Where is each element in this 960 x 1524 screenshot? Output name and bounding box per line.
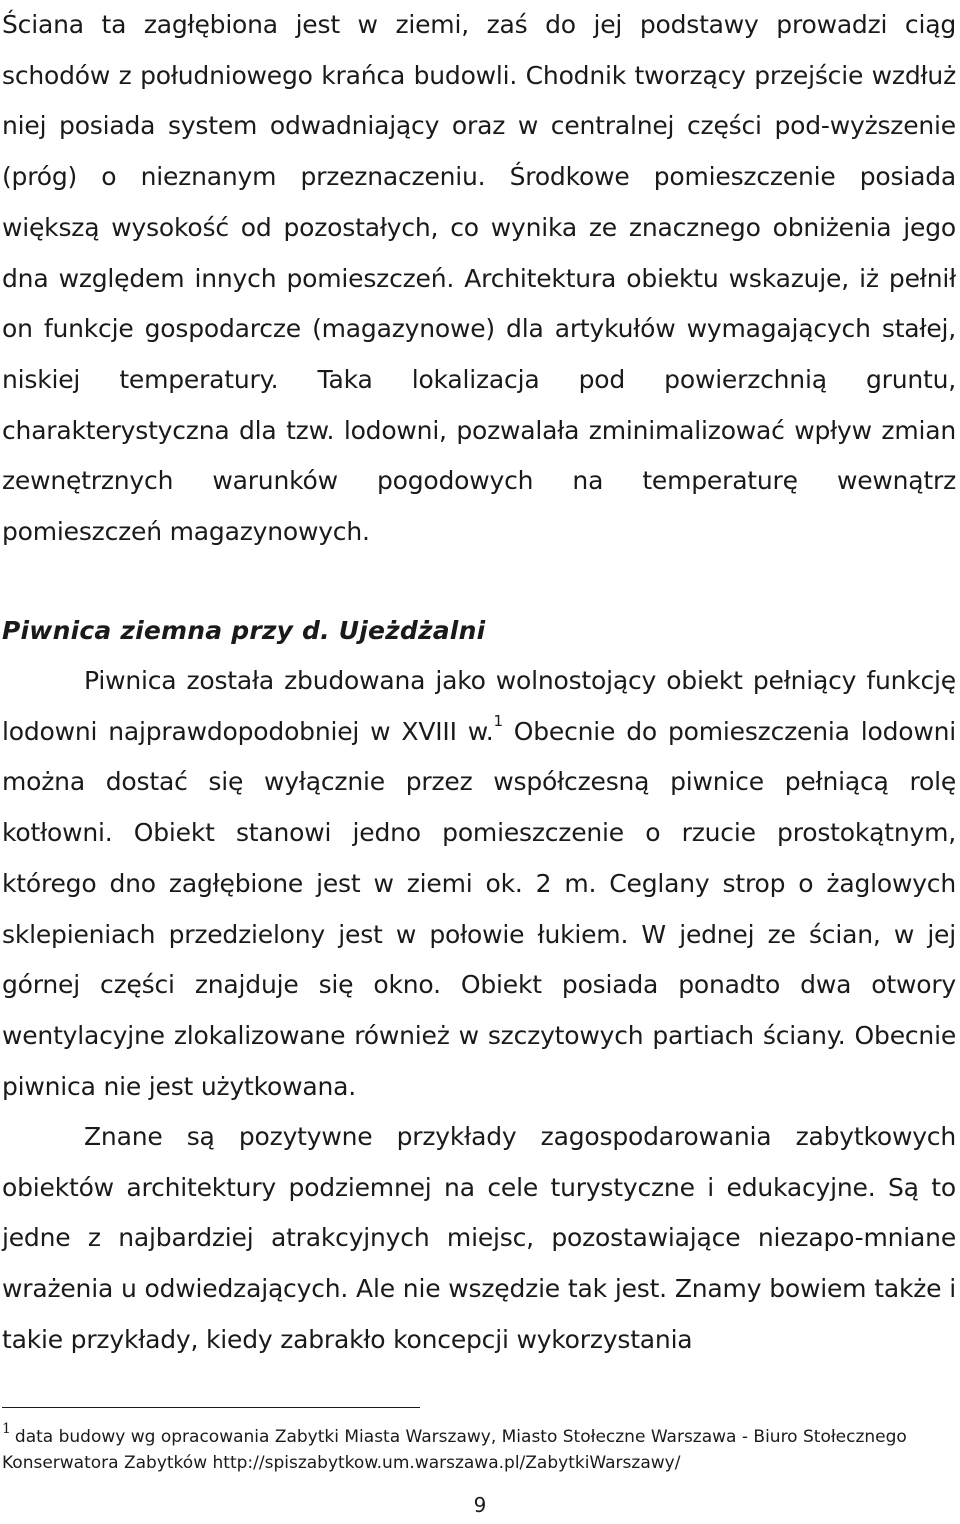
paragraph-cellar-text-end: Obecnie do pomieszczenia lodowni można dostać się wyłącznie przez współczesną piwnice pełniącą rolę kotłowni. Obiekt stanowi jedno pomieszczenie o rzucie prostokątnym, którego dno zagłębione jest w ziemi ok. 2 m. Ceglany strop o żaglowych sklepieniach przedzielony jest w połowie łukiem. W jednej ze ścian, w jej górnej części znajduje się okno. Obiekt posiada ponadto dwa otwory wentylacyjne zlokalizowane również w szczytowych partiach ściany. Obecnie piwnica nie jest użytkowana. <box>2 716 956 1101</box>
footnote-reference[interactable]: 1 <box>493 711 503 730</box>
footnote-number: 1 <box>2 1421 11 1437</box>
paragraph-examples: Znane są pozytywne przykłady zagospodarowania zabytkowych obiektów architektury podziemnej na cele turystyczne i edukacyjne. Są to jedne z najbardziej atrakcyjnych miejsc, pozostawiające niezapo-mniane wrażenia u odwiedzających. Ale nie wszędzie tak jest. Znamy bowiem także i takie przykłady, kiedy zabrakło koncepcji wykorzystania <box>2 1122 956 1354</box>
paragraph-intro: Ściana ta zagłębiona jest w ziemi, zaś do jej podstawy prowadzi ciąg schodów z południowego krańca budowli. Chodnik tworzący przejście wzdłuż niej posiada system odwadniający oraz w centralnej części pod-wyższenie (próg) o nieznanym przeznaczeniu. Środkowe pomieszczenie posiada większą wysokość od pozostałych, co wynika ze znacznego obniżenia jego dna względem innych pomieszczeń. Architektura obiektu wskazuje, iż pełnił on funkcje gospodarcze (magazynowe) dla artykułów wymagających stałej, niskiej temperatury. Taka lokalizacja pod powierzchnią gruntu, charakterystyczna dla tzw. lodowni, pozwalała zminimalizować wpływ zmian zewnętrznych warunków pogodowych na temperaturę wewnątrz pomieszczeń magazynowych. <box>2 10 956 547</box>
paragraph-cellar-text-start: Piwnica została zbudowana jako wolnostojący obiekt pełniący funkcję lodowni najprawdopodobniej w XVIII w. <box>2 666 956 746</box>
footnote <box>2 1421 952 1476</box>
section-heading: Piwnica ziemna przy d. Ujeżdżalni <box>2 616 486 645</box>
page-number: 9 <box>473 1493 487 1517</box>
footnote-text: data budowy wg opracowania Zabytki Miasta Warszawy, Miasto Stołeczne Warszawa - Biuro Stołecznego Konserwatora Zabytków http://spiszabytkow.um.warszawa.pl/ZabytkiWarszawy/ <box>2 1427 907 1473</box>
paragraph-cellar <box>2 656 956 1112</box>
footnote-divider <box>2 1407 420 1408</box>
